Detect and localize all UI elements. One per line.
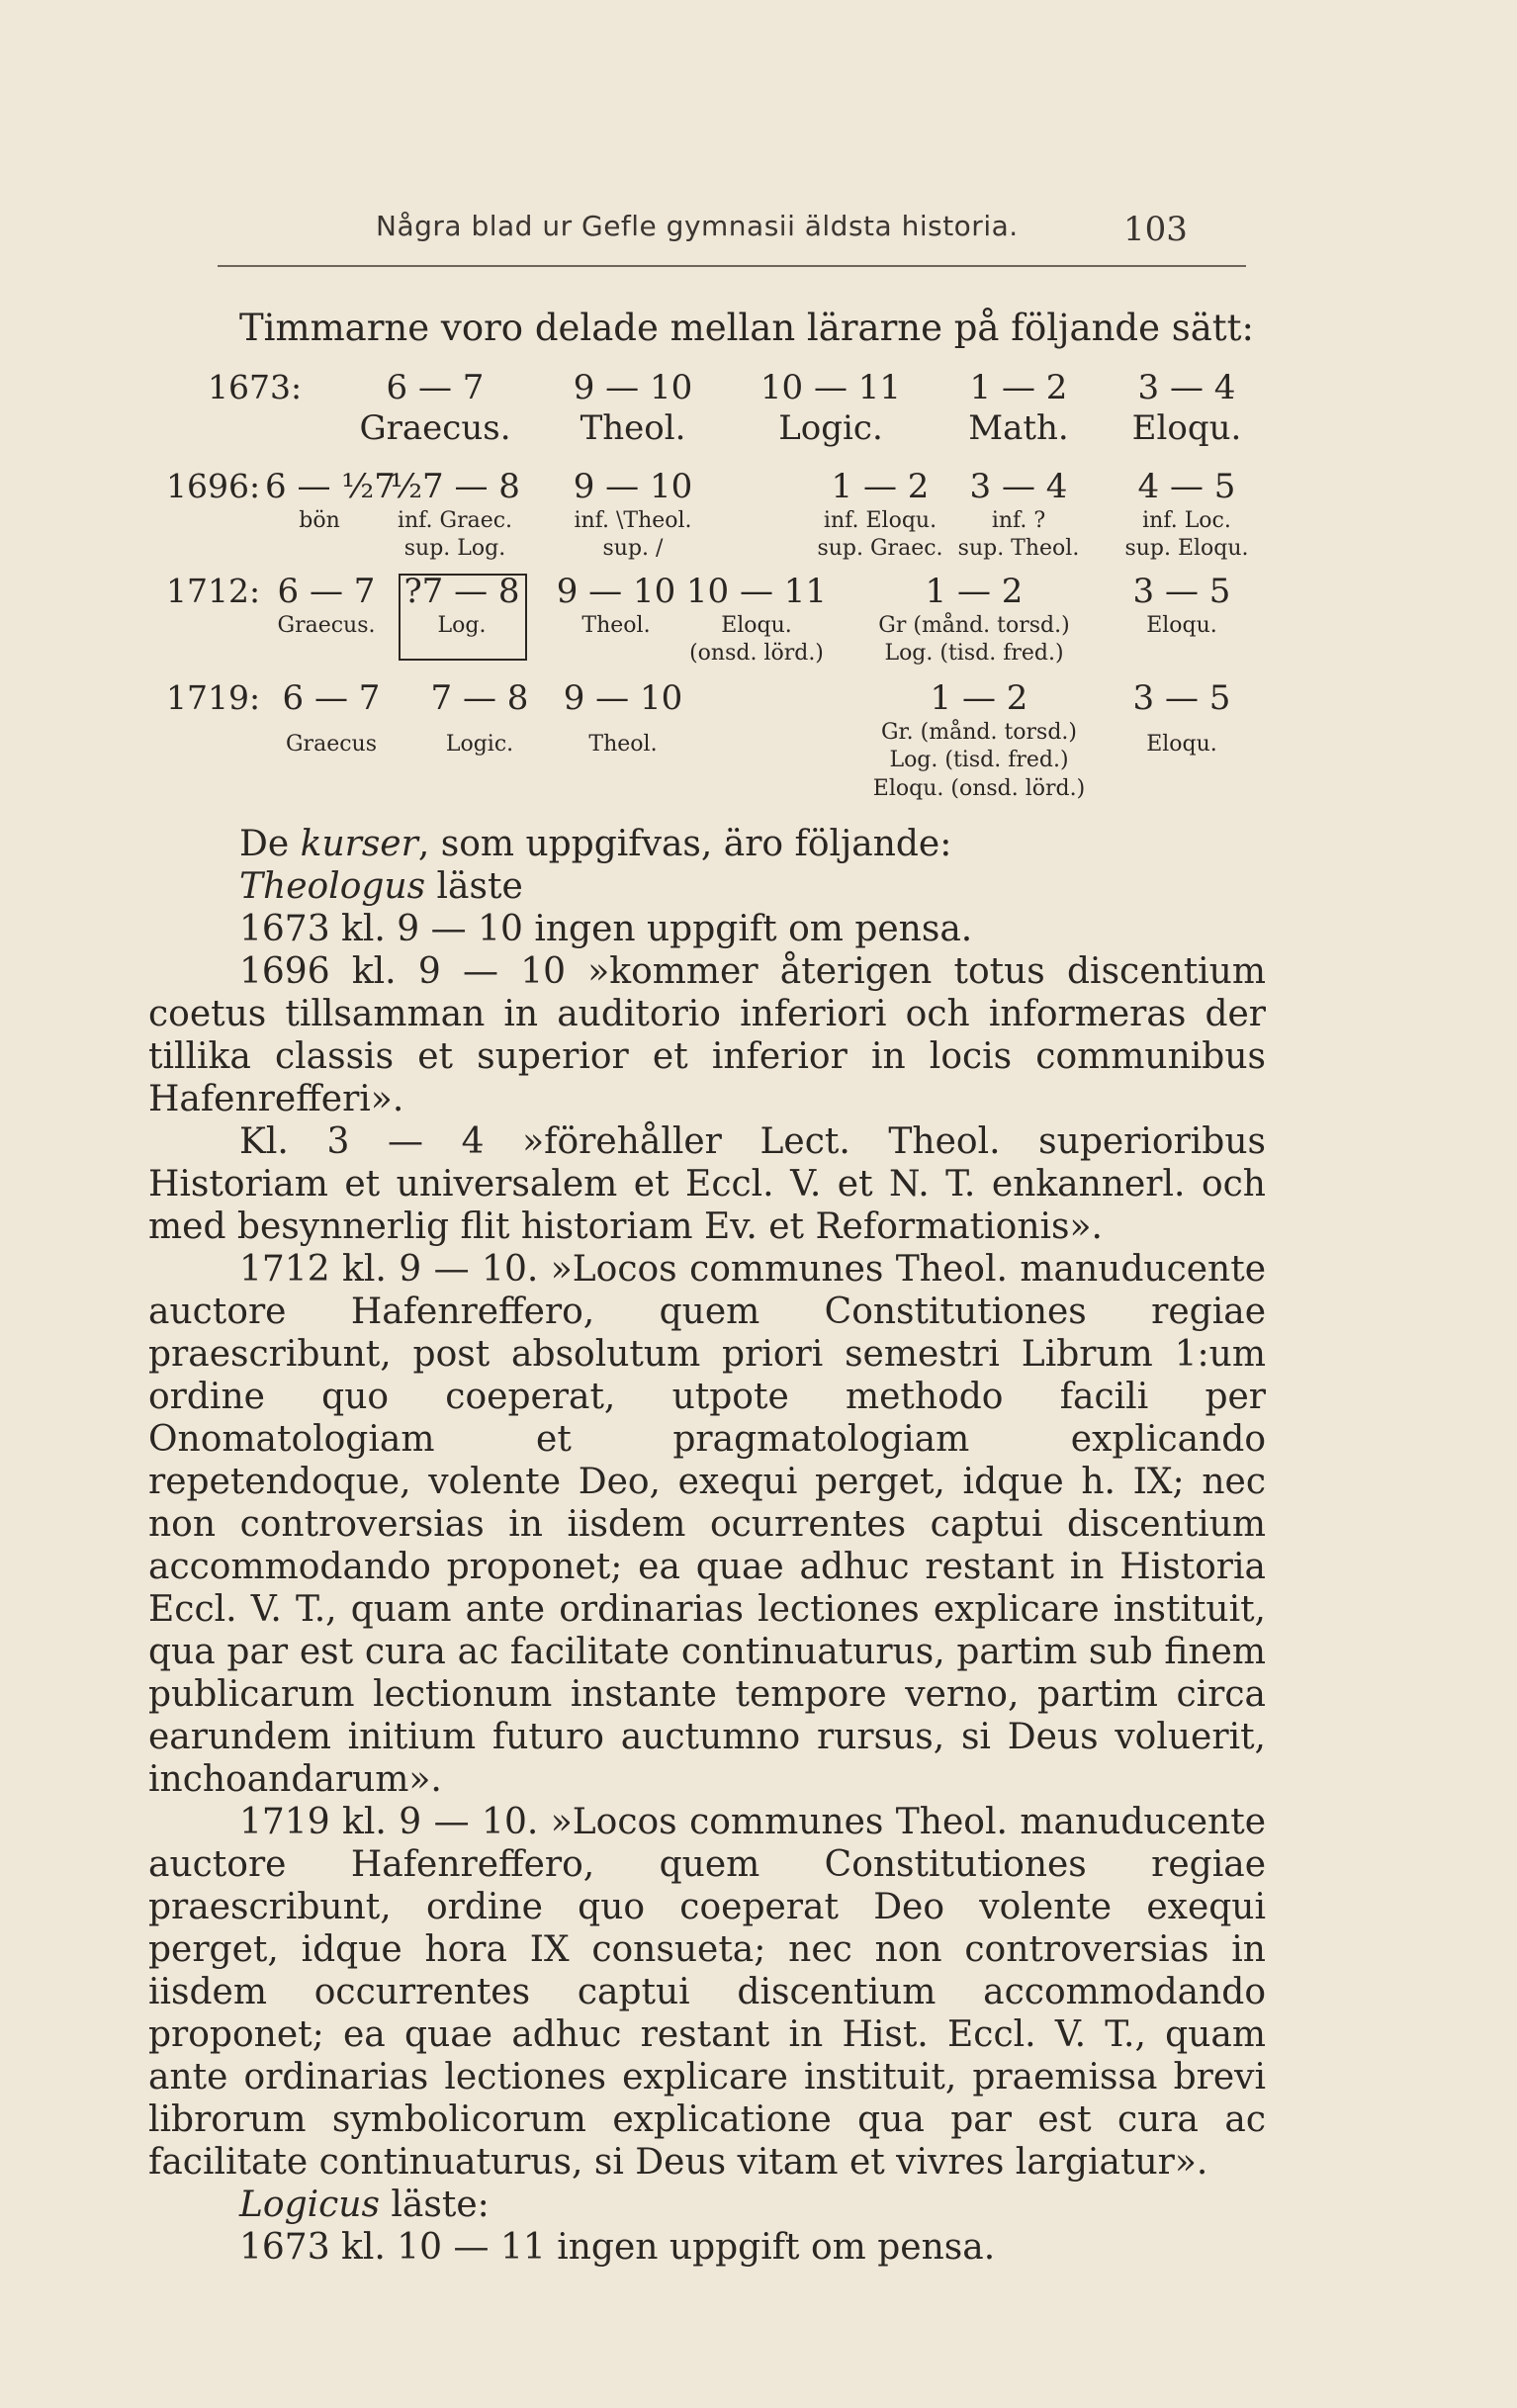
- slot-note: sup. Log.: [403, 536, 506, 562]
- slot: [346, 368, 524, 449]
- slot: [860, 678, 1098, 804]
- slot-note: Logic.: [445, 731, 514, 757]
- slot: [401, 572, 523, 640]
- slot: [265, 467, 396, 535]
- slot-note: Log.: [437, 612, 487, 638]
- body-text: [148, 823, 1266, 2269]
- text-run: , som uppgifvas, äro följande:: [417, 824, 952, 864]
- slot-subject: Graecus.: [359, 407, 511, 448]
- slot-note: Gr (månd. torsd.): [878, 612, 1070, 638]
- slot-note: sup. Eloqu.: [1124, 536, 1249, 562]
- italic-term: kurser: [300, 824, 418, 864]
- slot-subject: Math.: [968, 407, 1069, 448]
- slot-note: Gr. (månd. torsd.): [880, 719, 1077, 745]
- paragraph: 1712 kl. 9 — 10. »Locos communes Theol. manuducente auctore Hafenreffero, quem Constitutiones regiae praescribunt, post absolutum priori semestri Librum 1:um ordine quo coeperat, utpote methodo facili per Onomatologiam et pragmatologiam explicando repetendoque, volente Deo, exequi perget, idque h. IX; nec non controversias in iisdem ocurrentes captui discentium accommodando proponet; ea quae adhuc restant in Historia Eccl. V. T., quam ante ordinarias lectiones explicare instituit, qua par est cura ac facilitate continuaturus, partim sub finem publicarum lectionum instante tempore verno, partim circa earundem initium futuro auctumno rursus, si Deus voluerit, inchoandarum».: [148, 1249, 1266, 1800]
- slot-time: 10 — 11: [759, 368, 902, 407]
- page-number: 103: [1123, 210, 1188, 249]
- slot: [272, 572, 381, 640]
- slot-subject: Logic.: [778, 407, 883, 448]
- slot: [381, 467, 529, 564]
- logicus-line: [148, 2184, 1266, 2226]
- slot: [554, 368, 712, 449]
- slot-note: inf. ?: [991, 507, 1046, 533]
- year-label: 1712:: [166, 572, 261, 610]
- slot: [1127, 572, 1236, 640]
- slot-note: Log. (tisd. fred.): [884, 641, 1064, 667]
- slot-time: 1 — 2: [925, 572, 1024, 611]
- slot-time: 7 — 8: [430, 678, 529, 718]
- year-label: 1673:: [208, 368, 303, 406]
- slot-time: 6 — 7: [386, 368, 485, 407]
- header-rule: [218, 265, 1246, 267]
- slot-time: 10 — 11: [685, 572, 828, 611]
- text-run: läste:: [379, 2185, 490, 2225]
- slot-subject: Theol.: [580, 407, 686, 448]
- slot-note: Graecus.: [277, 612, 376, 638]
- slot-time: 1 — 2: [930, 678, 1028, 718]
- year-label: 1719:: [166, 678, 261, 717]
- paragraph: 1673 kl. 9 — 10 ingen uppgift om pensa.: [239, 909, 973, 949]
- running-title: Några blad ur Gefle gymnasii äldsta historia.: [376, 210, 1019, 242]
- slot-note: Eloqu.: [721, 612, 792, 638]
- text-run: De: [239, 824, 301, 864]
- slot-time: ½7 — 8: [390, 467, 520, 506]
- slot-time: 6 — 7: [277, 572, 376, 611]
- slot: [860, 572, 1088, 669]
- slot-time: 1 — 2: [831, 467, 930, 506]
- slot: [1127, 678, 1236, 758]
- slot: [559, 467, 707, 564]
- italic-term: Theologus: [239, 866, 426, 907]
- text-run: läste: [425, 866, 523, 907]
- theologus-line: [148, 865, 1266, 908]
- slot-time: 3 — 5: [1132, 678, 1231, 718]
- paragraph: Kl. 3 — 4 »förehåller Lect. Theol. superioribus Historiam et universalem et Eccl. V. et N. T. enkannerl. och med besynnerlig flit historiam Ev. et Reformationis».: [148, 1121, 1266, 1247]
- slot: [420, 678, 539, 758]
- paragraph: 1719 kl. 9 — 10. »Locos communes Theol. manuducente auctore Hafenreffero, quem Constitutiones regiae praescribunt, ordine quo coeperat Deo volente exequi perget, idque hora IX consueta; nec non controversias in iisdem occurrentes captui discentium accommodando proponet; ea quae adhuc restant in Hist. Eccl. V. T., quam ante ordinarias lectiones explicare instituit, praemissa brevi librorum symbolicorum explicatione qua par est cura ac facilitate continuaturus, si Deus vitam et vivres largiatur».: [148, 1802, 1266, 2183]
- slot: [954, 467, 1083, 564]
- schedule-intro: Timmarne voro delade mellan lärarne på följande sätt:: [239, 307, 1255, 349]
- slot-note: inf. Graec.: [397, 507, 513, 533]
- slot-time: 3 — 4: [969, 467, 1068, 506]
- slot: [559, 678, 687, 758]
- slot-time: 3 — 4: [1137, 368, 1236, 407]
- slot-note: sup. Graec.: [817, 536, 943, 562]
- slot-note: (onsd. lörd.): [689, 641, 824, 667]
- slot-note: Theol.: [588, 731, 658, 757]
- slot-note: inf. Eloqu.: [823, 507, 937, 533]
- slot-subject: Eloqu.: [1131, 407, 1242, 448]
- slot-time: 9 — 10: [556, 572, 676, 611]
- slot: [742, 368, 920, 449]
- slot-time: ?7 — 8: [403, 572, 520, 611]
- slot-time: 6 — 7: [282, 678, 381, 718]
- slot-time: 9 — 10: [563, 678, 683, 718]
- slot: [939, 368, 1098, 449]
- slot-time: 1 — 2: [969, 368, 1068, 407]
- slot: [682, 572, 831, 669]
- slot-note: Eloqu.: [1146, 731, 1217, 757]
- slot-time: 4 — 5: [1137, 467, 1236, 506]
- year-label: 1696:: [166, 467, 261, 505]
- slot-note: Eloqu.: [1146, 612, 1217, 638]
- slot-note: sup. /: [602, 536, 664, 562]
- slot-note: Graecus: [285, 731, 377, 757]
- slot: [1122, 467, 1251, 564]
- slot: [272, 678, 391, 758]
- italic-term: Logicus: [239, 2185, 380, 2225]
- slot-note: inf. Loc.: [1142, 507, 1231, 533]
- slot-note: Eloqu. (onsd. lörd.): [872, 775, 1086, 801]
- kurser-line: [148, 823, 1266, 865]
- slot: [1108, 368, 1266, 449]
- slot-time: 6 — ½7: [265, 467, 396, 506]
- slot: [811, 467, 949, 564]
- slot: [552, 572, 680, 640]
- slot-time: 3 — 5: [1132, 572, 1231, 611]
- slot-note: sup. Theol.: [957, 536, 1080, 562]
- slot-note: bön: [299, 507, 340, 533]
- slot-note: Log. (tisd. fred.): [889, 748, 1069, 773]
- paragraph: 1673 kl. 10 — 11 ingen uppgift om pensa.: [239, 2227, 996, 2268]
- slot-time: 9 — 10: [573, 467, 693, 506]
- slot-note: inf. \Theol.: [574, 507, 692, 533]
- slot-note: Theol.: [581, 612, 651, 638]
- paragraph: 1696 kl. 9 — 10 »kommer återigen totus discentium coetus tillsamman in auditorio inferiori och informeras der tillika classis et superior et inferior in locis communibus Hafenrefferi».: [148, 951, 1266, 1119]
- slot-time: 9 — 10: [573, 368, 693, 407]
